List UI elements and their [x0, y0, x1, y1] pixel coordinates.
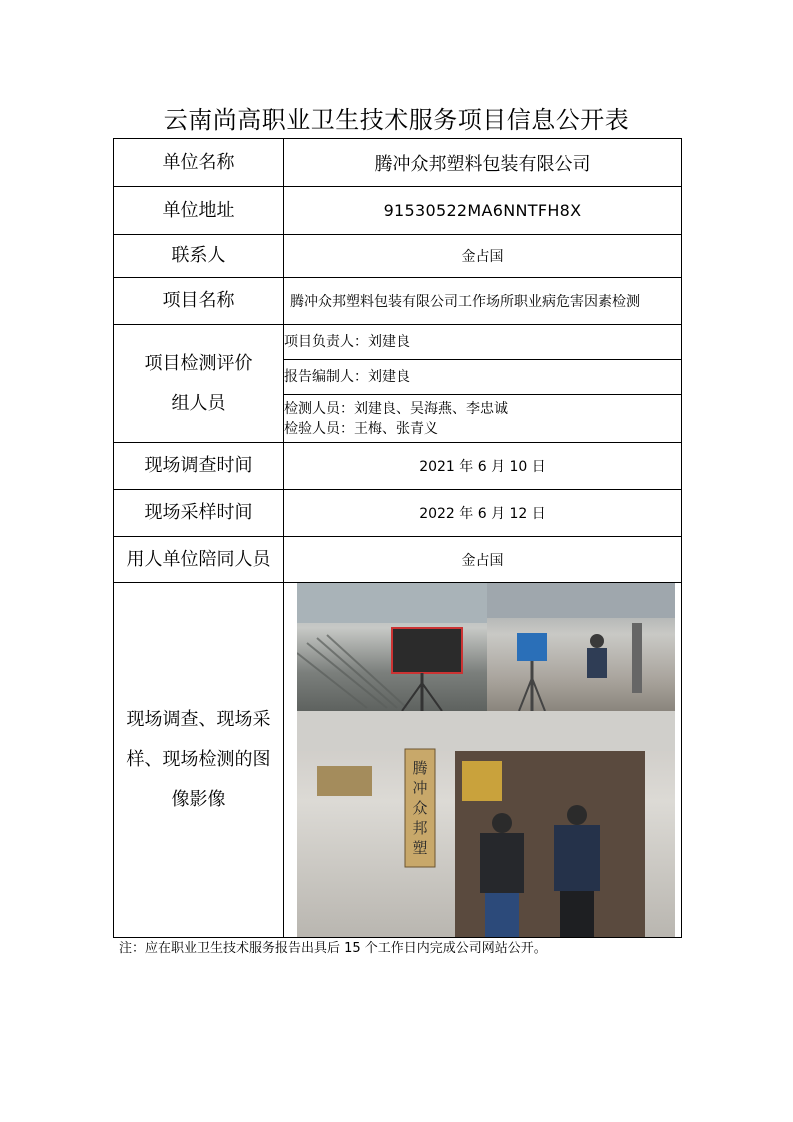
- svg-text:冲: 冲: [412, 779, 428, 797]
- sampling-time-value: 2022 年 6 月 12 日: [284, 490, 682, 537]
- table-row: [114, 583, 682, 938]
- images-label-line1: 现场调查、现场采: [126, 709, 271, 730]
- page-title: 云南尚高职业卫生技术服务项目信息公开表: [163, 106, 630, 134]
- accompany-label: 用人单位陪同人员: [114, 537, 284, 583]
- company-sign-photo: [297, 711, 675, 937]
- accompany-value: 金占国: [284, 537, 682, 583]
- site-photos: [290, 583, 675, 937]
- inspection-staff: [284, 395, 682, 443]
- team-label-line2: 组人员: [171, 392, 226, 414]
- svg-text:众: 众: [412, 799, 428, 817]
- footnote: 注：应在职业卫生技术服务报告出具后 15 个工作日内完成公司网站公开。: [119, 941, 547, 956]
- images-cell: [284, 583, 682, 938]
- unit-name-label: 单位名称: [114, 139, 284, 187]
- table-row: [114, 278, 682, 325]
- svg-text:腾: 腾: [412, 759, 428, 777]
- contact-value: 金占国: [284, 235, 682, 278]
- unit-address-value: 91530522MA6NNTFH8X: [284, 187, 682, 235]
- table-row: [114, 490, 682, 537]
- team-label: [114, 325, 284, 443]
- table-row: [114, 187, 682, 235]
- table-row: [114, 235, 682, 278]
- svg-text:塑: 塑: [412, 839, 428, 857]
- unit-address-label: 单位地址: [114, 187, 284, 235]
- images-label-line2: 样、现场检测的图: [126, 749, 271, 770]
- survey-time-label: 现场调查时间: [114, 443, 284, 490]
- project-name-value: 腾冲众邦塑料包装有限公司工作场所职业病危害因素检测: [284, 278, 682, 325]
- report-writer: 报告编制人：刘建良: [284, 360, 682, 395]
- table-row: [114, 139, 682, 187]
- factory-sampling-photo: [297, 583, 487, 711]
- project-name-label: 项目名称: [114, 278, 284, 325]
- team-label-line1: 项目检测评价: [144, 352, 253, 374]
- sampling-time-label: 现场采样时间: [114, 490, 284, 537]
- info-table: [113, 138, 682, 938]
- table-row: [114, 325, 682, 360]
- project-leader: 项目负责人：刘建良: [284, 325, 682, 360]
- table-row: [114, 537, 682, 583]
- svg-text:邦: 邦: [412, 819, 428, 837]
- testers-line: 检验人员：王梅、张青义: [284, 420, 438, 437]
- survey-time-value: 2021 年 6 月 10 日: [284, 443, 682, 490]
- images-label-line3: 像影像: [171, 789, 226, 810]
- table-row: [114, 443, 682, 490]
- workshop-detector-photo: [487, 583, 675, 711]
- images-label: [114, 583, 284, 938]
- unit-name-value: 腾冲众邦塑料包装有限公司: [284, 139, 682, 187]
- contact-label: 联系人: [114, 235, 284, 278]
- inspectors-line: 检测人员：刘建良、吴海燕、李忠诚: [284, 400, 508, 417]
